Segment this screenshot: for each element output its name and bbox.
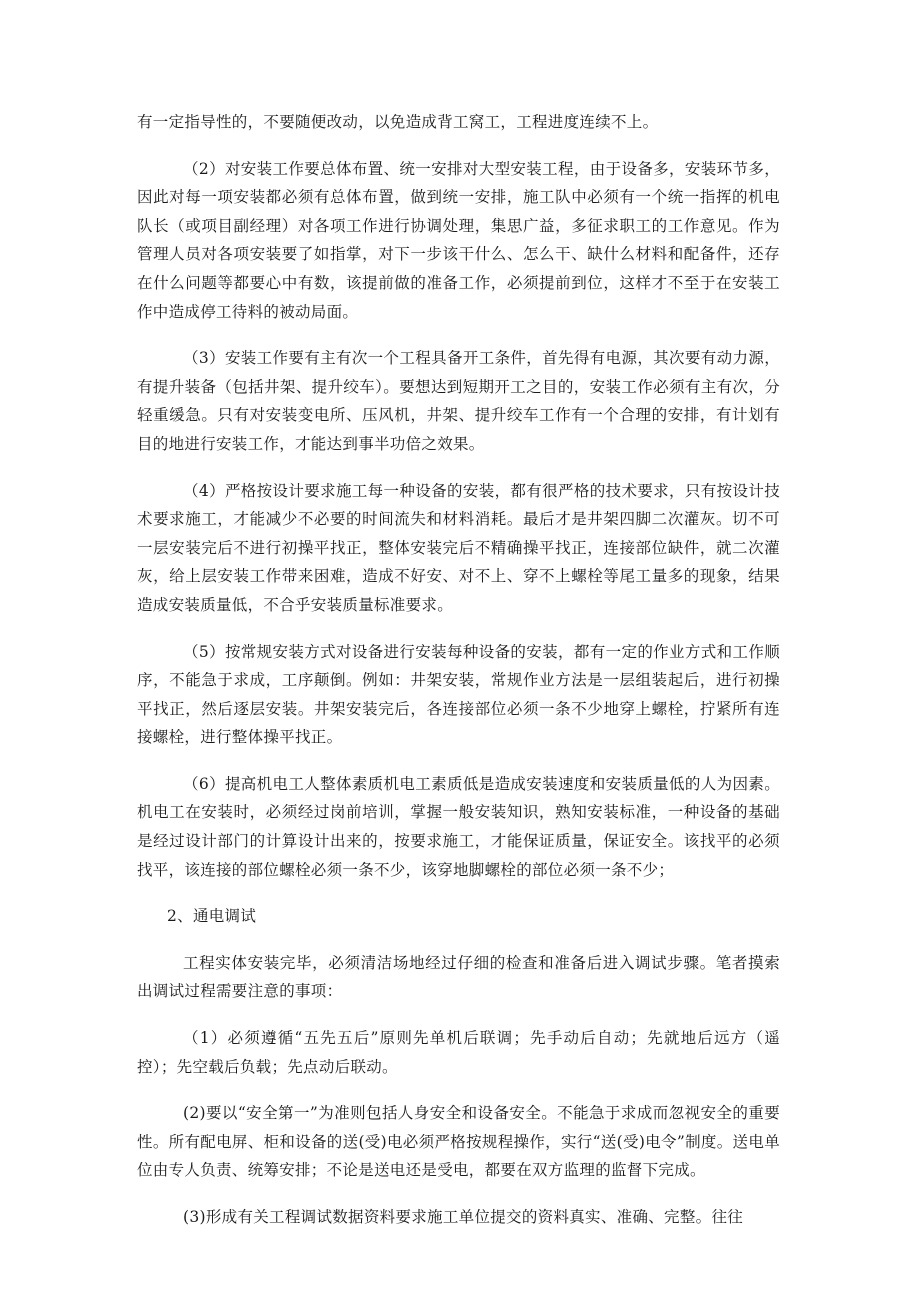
paragraph-item-4: （4）严格按设计要求施工每一种设备的安装，都有很严格的技术要求，只有按设计技术要求施工，才能减少不必要的时间流失和材料消耗。最后才是井架四脚二次灌灰。切不可一层安装完后不进行初操平找正，整体安装完后不精确操平找正，连接部位缺件，就二次灌灰，给上层安装工作带来困难，造成不好安、对不上、穿不上螺栓等尾工量多的现象，结果造成安装质量低，不合乎安装质量标准要求。 [137, 481, 780, 614]
section-heading: 2、通电调试 [167, 907, 257, 926]
paragraph-intro: 工程实体安装完毕，必须清洁场地经过仔细的检查和准备后进入调试步骤。笔者摸索出调试过程需要注意的事项： [137, 953, 780, 1001]
paragraph-item-3: （3）安装工作要有主有次一个工程具备开工条件，首先得有电源，其次要有动力源，有提升装备（包括井架、提升绞车）。要想达到短期开工之目的，安装工作必须有主有次，分轻重缓急。只有对安装变电所、压风机，井架、提升绞车工作有一个合理的安排，有计划有目的地进行安装工作，才能达到事半功倍之效果。 [137, 349, 780, 453]
paragraph-step-1: （1）必须遵循“五先五后”原则先单机后联调；先手动后自动；先就地后远方（遥控）；先空载后负载；先点动后联动。 [137, 1029, 780, 1076]
paragraph-item-2: （2）对安装工作要总体布置、统一安排对大型安装工程，由于设备多，安装环节多，因此对每一项安装都必须有总体布置，做到统一安排，施工队中必须有一个统一指挥的机电队长（或项目副经理）对各项工作进行协调处理，集思广益，多征求职工的工作意见。作为管理人员对各项安装要了如指掌，对下一步该干什么、怎么干、缺什么材料和配备件，还存在什么问题等都要心中有数，该提前做的准备工作，必须提前到位，这样才不至于在安装工作中造成停工待料的被动局面。 [137, 159, 780, 321]
paragraph-item-6: （6）提高机电工人整体素质机电工素质低是造成安装速度和安装质量低的人为因素。机电工在安装时，必须经过岗前培训，掌握一般安装知识，熟知安装标准，一种设备的基础是经过设计部门的计算设计出来的，按要求施工，才能保证质量，保证安全。该找平的必须找平，该连接的部位螺栓必须一条不少，该穿地脚螺栓的部位必须一条不少； [137, 774, 780, 879]
paragraph-step-2: (2)要以“安全第一”为准则包括人身安全和设备安全。不能急于求成而忽视安全的重要性。所有配电屏、柜和设备的送(受)电必须严格按规程操作，实行“送(受)电令”制度。送电单位由专人负责、统筹安排；不论是送电还是受电，都要在双方监理的监督下完成。 [137, 1104, 780, 1180]
paragraph-continuation: 有一定指导性的，不要随便改动，以免造成背工窝工，工程进度连续不上。 [137, 113, 659, 131]
document-body [137, 108, 780, 1250]
paragraph-step-3: (3)形成有关工程调试数据资料要求施工单位提交的资料真实、准确、完整。往往 [183, 1208, 744, 1226]
paragraph-item-5: （5）按常规安装方式对设备进行安装每种设备的安装，都有一定的作业方式和工作顺序，不能急于求成，工序颠倒。例如：井架安装，常规作业方法是一层组装起后，进行初操平找正，然后逐层安装。井架安装完后，各连接部位必须一条不少地穿上螺栓，拧紧所有连接螺栓，进行整体操平找正。 [137, 642, 780, 747]
